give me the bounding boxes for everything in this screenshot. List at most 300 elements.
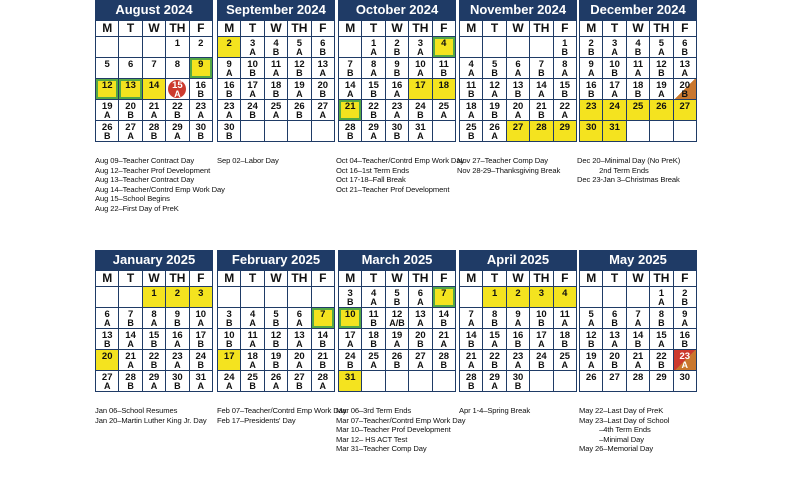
day-number: 4 [635, 38, 641, 49]
day-rotation: A [249, 360, 256, 370]
day-rotation: A [514, 360, 522, 370]
day-cell [409, 121, 432, 142]
day-cell [409, 350, 432, 371]
day-rotation: A [370, 297, 377, 307]
month-title: April 2025 [459, 250, 577, 270]
day-rotation: B [249, 110, 256, 120]
day-rotation: B [467, 339, 475, 349]
day-number: 24 [247, 101, 258, 112]
weekday-header: W [627, 21, 650, 37]
day-cell [530, 100, 553, 121]
day-cell [190, 58, 213, 79]
day-number: 24 [536, 351, 547, 362]
day-cell [554, 371, 577, 392]
day-rotation: A [611, 339, 618, 349]
day-number: 10 [415, 59, 426, 70]
day-rotation: A [634, 360, 642, 370]
day-cell [241, 58, 264, 79]
day-number: 4 [562, 288, 568, 299]
day-cell [288, 371, 311, 392]
day-number: 27 [125, 122, 136, 133]
day-number: 29 [489, 372, 500, 383]
day-number: 28 [148, 122, 160, 133]
day-cell [483, 329, 506, 350]
day-cell [288, 79, 311, 100]
day-number: 2 [588, 38, 594, 49]
day-number: 4 [468, 59, 474, 70]
day-number: 20 [101, 351, 113, 362]
weekday-header: M [218, 271, 241, 287]
month-title: August 2024 [95, 0, 213, 20]
day-cell [603, 371, 626, 392]
day-cell [580, 58, 603, 79]
day-cell [603, 58, 626, 79]
day-number: 18 [438, 80, 450, 91]
day-cell [143, 121, 166, 142]
day-number: 6 [611, 309, 618, 320]
day-cell [603, 350, 626, 371]
day-number: 14 [344, 80, 356, 91]
day-number: 13 [415, 309, 426, 320]
day-cell [386, 58, 409, 79]
day-number: 11 [247, 330, 258, 341]
day-number: 1 [562, 38, 568, 49]
day-rotation: B [514, 381, 522, 391]
day-cell [650, 287, 673, 308]
day-cell [312, 58, 335, 79]
day-cell [362, 37, 385, 58]
day-cell [339, 329, 362, 350]
day-number: 15 [172, 80, 183, 91]
day-number: 31 [415, 122, 426, 133]
day-number: 24 [195, 351, 207, 362]
weekday-header: M [580, 21, 603, 37]
day-number: 14 [317, 330, 329, 341]
day-number: 9 [198, 59, 204, 70]
weekday-header: W [507, 21, 530, 37]
weekday-header: F [554, 271, 577, 287]
day-cell [312, 329, 335, 350]
day-rotation: B [440, 68, 448, 78]
day-rotation: A [225, 381, 233, 391]
day-number: 7 [320, 309, 326, 320]
day-number: 9 [515, 309, 521, 320]
day-cell [433, 350, 456, 371]
day-rotation: B [491, 68, 498, 78]
day-cell [312, 79, 335, 100]
day-rotation: A [319, 110, 327, 120]
day-number: 25 [465, 122, 477, 133]
day-rotation: B [467, 381, 475, 391]
month-dec-2024 [579, 0, 697, 142]
day-cell [460, 79, 483, 100]
day-cell [530, 121, 553, 142]
day-cell [580, 371, 603, 392]
weekday-header: TH [650, 271, 673, 287]
note-line: Aug 13–Teacher Contract Day [95, 175, 195, 185]
day-number: 13 [125, 80, 136, 91]
note-line: Dec 20–Minimal Day (No PreK) [577, 156, 681, 165]
day-number: 9 [682, 309, 688, 320]
day-rotation: A [370, 68, 377, 78]
day-rotation: B [319, 89, 327, 99]
day-number: 10 [223, 330, 235, 341]
day-rotation: B [491, 318, 498, 328]
month-notes [95, 406, 207, 425]
day-rotation: B [272, 89, 280, 99]
weekday-header: W [265, 21, 288, 37]
note-line: Oct 17-18–Fall Break [336, 175, 406, 185]
day-cell [265, 350, 288, 371]
weekday-header: W [507, 271, 530, 287]
day-cell [460, 37, 483, 58]
day-cell [530, 287, 553, 308]
day-cell [166, 58, 189, 79]
day-rotation: B [440, 318, 448, 328]
note-line: May 23–Last Day of School [579, 415, 670, 425]
day-cell [241, 79, 264, 100]
day-number: 2 [174, 288, 181, 299]
day-rotation: B [634, 339, 642, 349]
day-number: 21 [317, 351, 329, 362]
day-cell [143, 371, 166, 392]
day-rotation: B [681, 47, 689, 57]
day-number: 19 [294, 80, 305, 91]
month-grid [95, 20, 213, 142]
day-number: 28 [465, 372, 477, 383]
day-number: 5 [273, 309, 279, 320]
weekday-header: F [674, 21, 697, 37]
month-notes [336, 156, 464, 194]
month-notes [336, 406, 465, 454]
day-number: 12 [656, 59, 667, 70]
day-cell [386, 371, 409, 392]
day-cell [96, 37, 119, 58]
day-number: 18 [270, 80, 282, 91]
day-cell [409, 308, 432, 329]
note-line: May 26–Memorial Day [579, 444, 654, 454]
day-rotation: A [561, 68, 569, 78]
day-number: 6 [296, 309, 303, 320]
day-rotation: B [272, 339, 280, 349]
day-cell [580, 308, 603, 329]
day-cell [627, 121, 650, 142]
day-cell [650, 329, 673, 350]
day-rotation: A [587, 68, 595, 78]
day-number: 20 [294, 351, 305, 362]
day-number: 11 [270, 59, 282, 70]
month-apr-2025 [459, 250, 577, 392]
day-rotation: B [272, 360, 280, 370]
day-cell [507, 371, 530, 392]
day-cell [460, 100, 483, 121]
day-number: 16 [172, 330, 183, 341]
day-cell [166, 329, 189, 350]
weekday-header: F [312, 21, 335, 37]
day-cell [218, 121, 241, 142]
day-cell [265, 100, 288, 121]
day-rotation: A [467, 68, 475, 78]
day-rotation: A [467, 360, 475, 370]
note-line: Aug 14–Teacher/Contrd Emp Work Day [95, 184, 225, 194]
month-grid [338, 20, 456, 142]
note-line: Aug 15–School Begins [95, 194, 170, 204]
day-cell [166, 371, 189, 392]
day-cell [483, 58, 506, 79]
day-rotation: A [127, 339, 134, 349]
weekday-header: W [386, 271, 409, 287]
day-rotation: A [393, 110, 401, 120]
day-cell [483, 287, 506, 308]
day-rotation: B [346, 360, 354, 370]
day-rotation: A [249, 339, 256, 349]
day-cell [554, 308, 577, 329]
note-line: Mar 31–Teacher Comp Day [336, 444, 427, 454]
day-cell [483, 371, 506, 392]
day-cell [554, 121, 577, 142]
day-number: 16 [223, 80, 235, 91]
month-notes [457, 156, 560, 175]
day-rotation: B [538, 318, 545, 328]
day-number: 8 [658, 309, 665, 320]
day-rotation: B [538, 360, 545, 370]
note-line: Mar 10–Teacher Prof Development [336, 425, 451, 435]
day-number: 29 [559, 122, 571, 133]
day-number: 23 [512, 351, 524, 362]
day-cell [483, 308, 506, 329]
day-number: 22 [148, 351, 160, 362]
day-number: 11 [559, 309, 570, 320]
day-cell [96, 79, 119, 100]
day-number: 12 [585, 330, 597, 341]
day-cell [119, 371, 142, 392]
day-rotation: A [681, 68, 689, 78]
day-cell [190, 329, 213, 350]
day-number: 23 [223, 101, 235, 112]
day-number: 15 [489, 330, 500, 341]
day-cell [312, 37, 335, 58]
day-number: 3 [611, 38, 618, 49]
day-number: 29 [172, 122, 183, 133]
day-number: 5 [491, 59, 498, 70]
day-rotation: A [346, 89, 354, 99]
day-rotation: A/B [389, 318, 405, 328]
weekday-header: T [119, 21, 142, 37]
month-notes [217, 406, 346, 425]
day-number: 26 [585, 372, 597, 383]
note-line: Oct 16–1st Term Ends [336, 165, 409, 175]
day-number: 5 [104, 59, 110, 70]
day-number: 4 [273, 38, 279, 49]
day-number: 27 [415, 351, 426, 362]
month-title: September 2024 [217, 0, 335, 20]
day-rotation: B [634, 47, 642, 57]
day-rotation: B [417, 110, 424, 120]
day-rotation: A [467, 110, 475, 120]
day-cell [483, 350, 506, 371]
weekday-header: F [312, 271, 335, 287]
day-number: 7 [538, 59, 545, 70]
weekday-header: M [339, 271, 362, 287]
day-rotation: A [296, 339, 303, 349]
day-number: 30 [195, 122, 207, 133]
day-rotation: A [658, 339, 665, 349]
day-number: 22 [656, 351, 667, 362]
day-rotation: A [440, 339, 448, 349]
day-rotation: B [393, 360, 401, 370]
day-cell [119, 58, 142, 79]
day-number: 28 [536, 122, 547, 133]
day-rotation: A [127, 360, 134, 370]
weekday-header: M [580, 271, 603, 287]
weekday-header: TH [166, 271, 189, 287]
day-cell [507, 37, 530, 58]
weekday-header: TH [288, 21, 311, 37]
day-number: 26 [101, 122, 113, 133]
day-number: 21 [125, 351, 136, 362]
day-number: 17 [609, 80, 620, 91]
month-grid [338, 270, 456, 392]
day-rotation: A [296, 89, 303, 99]
day-cell [507, 287, 530, 308]
day-rotation: B [150, 131, 158, 141]
day-number: 12 [101, 80, 113, 91]
day-cell [312, 121, 335, 142]
day-rotation: A [225, 110, 233, 120]
day-number: 31 [195, 372, 207, 383]
day-cell [674, 329, 697, 350]
day-rotation: B [538, 68, 545, 78]
day-number: 30 [512, 372, 524, 383]
day-number: 5 [658, 38, 665, 49]
day-rotation: B [561, 47, 569, 57]
day-number: 23 [195, 101, 207, 112]
day-number: 31 [344, 372, 356, 383]
day-rotation: B [561, 339, 569, 349]
day-cell [96, 100, 119, 121]
day-cell [218, 100, 241, 121]
day-number: 3 [249, 38, 256, 49]
note-line: Mar 07–Teacher/Contrd Emp Work Day [336, 415, 466, 425]
day-cell [554, 100, 577, 121]
day-rotation: A [319, 381, 327, 391]
day-cell [265, 287, 288, 308]
day-number: 5 [296, 38, 303, 49]
month-title: February 2025 [217, 250, 335, 270]
note-line: –Minimal Day [579, 434, 644, 444]
day-cell [96, 287, 119, 308]
day-cell [507, 79, 530, 100]
day-rotation: A [393, 339, 401, 349]
day-cell [460, 121, 483, 142]
day-number: 23 [679, 351, 691, 362]
day-number: 21 [148, 101, 160, 112]
day-cell [409, 287, 432, 308]
note-line: Oct 04–Teacher/Contrd Emp Work Day [336, 156, 465, 165]
weekday-header: T [483, 21, 506, 37]
day-rotation: B [272, 47, 280, 57]
day-rotation: B [417, 339, 424, 349]
weekday-header: M [96, 271, 119, 287]
day-cell [241, 100, 264, 121]
note-line: Apr 1-4–Spring Break [459, 406, 531, 415]
day-cell [409, 371, 432, 392]
day-cell [580, 37, 603, 58]
day-number: 27 [609, 372, 620, 383]
day-rotation: B [611, 360, 618, 370]
day-cell [433, 79, 456, 100]
day-rotation: A [634, 318, 642, 328]
day-number: 12 [270, 330, 282, 341]
day-cell [339, 37, 362, 58]
day-rotation: A [296, 360, 303, 370]
day-number: 27 [317, 101, 329, 112]
day-rotation: B [296, 110, 303, 120]
day-number: 23 [391, 101, 403, 112]
day-cell [650, 37, 673, 58]
day-cell [507, 350, 530, 371]
day-number: 20 [125, 101, 136, 112]
day-number: 2 [394, 38, 400, 49]
day-cell [218, 37, 241, 58]
day-cell [627, 37, 650, 58]
day-cell [339, 308, 362, 329]
day-rotation: A [514, 68, 522, 78]
day-cell [650, 371, 673, 392]
day-rotation: B [197, 339, 205, 349]
day-cell [190, 100, 213, 121]
day-cell [265, 58, 288, 79]
day-number: 21 [632, 351, 644, 362]
day-cell [554, 329, 577, 350]
day-number: 30 [585, 122, 597, 133]
day-cell [218, 287, 241, 308]
day-cell [119, 287, 142, 308]
day-rotation: A [491, 89, 498, 99]
day-cell [386, 121, 409, 142]
day-cell [312, 350, 335, 371]
weekday-header: TH [288, 271, 311, 287]
day-cell [627, 79, 650, 100]
day-number: 1 [174, 38, 181, 49]
day-cell [119, 329, 142, 350]
day-cell [119, 79, 142, 100]
day-number: 14 [148, 80, 160, 91]
day-rotation: B [296, 68, 303, 78]
day-rotation: A [103, 381, 111, 391]
day-rotation: B [150, 360, 158, 370]
day-number: 18 [368, 330, 379, 341]
day-cell [554, 58, 577, 79]
day-cell [362, 121, 385, 142]
day-number: 29 [368, 122, 379, 133]
day-number: 13 [294, 330, 305, 341]
day-rotation: B [681, 297, 689, 307]
day-number: 20 [609, 351, 620, 362]
day-rotation: A [611, 47, 618, 57]
weekday-header: TH [650, 21, 673, 37]
day-cell [627, 350, 650, 371]
day-rotation: B [296, 381, 303, 391]
day-rotation: A [658, 89, 665, 99]
day-number: 4 [249, 309, 256, 320]
day-cell [650, 308, 673, 329]
day-number: 12 [489, 80, 500, 91]
day-number: 6 [104, 309, 110, 320]
day-number: 17 [536, 330, 547, 341]
day-rotation: A [467, 318, 475, 328]
day-number: 8 [491, 309, 498, 320]
